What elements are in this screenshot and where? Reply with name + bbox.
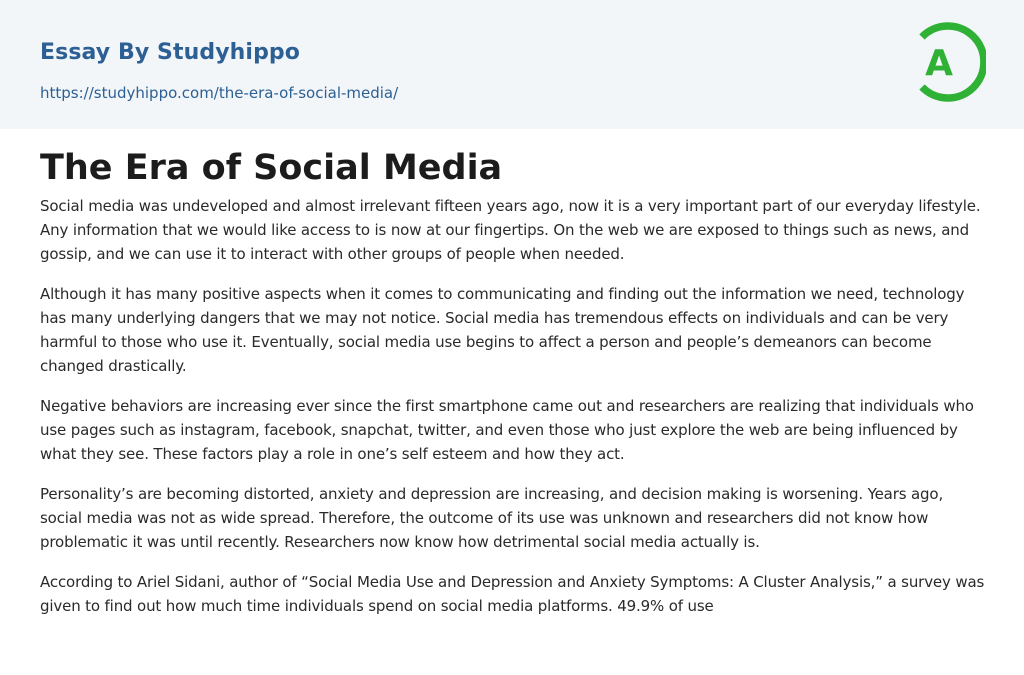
paragraph: Social media was undeveloped and almost irrelevant fifteen years ago, now it is a very important part of our everyday lifestyle. Any information that we would like access to is now at our fingertips. On the web we are exposed to things such as news, and gossip, and we can use it to interact with other groups of people when needed.	[40, 197, 981, 263]
site-header	[0, 0, 1024, 129]
paragraph: According to Ariel Sidani, author of “Social Media Use and Depression and Anxiety Symptoms: A Cluster Analysis,” a survey was given to find out how much time individuals spend on social media platforms. 49.9% of use	[40, 573, 985, 615]
page-title: The Era of Social Media	[40, 148, 503, 188]
source-url-link[interactable]: https://studyhippo.com/the-era-of-social-media/	[40, 84, 399, 102]
brand-title[interactable]: Essay By Studyhippo	[40, 40, 300, 65]
paragraph: Negative behaviors are increasing ever since the first smartphone came out and researchers are realizing that individuals who use pages such as instagram, facebook, snapchat, twitter, and even those who just explore the web are being influenced by what they see. These factors play a role in one’s self esteem and how they act.	[40, 397, 974, 463]
paragraph: Personality’s are becoming distorted, anxiety and depression are increasing, and decision making is worsening. Years ago, social media was not as wide spread. Therefore, the outcome of its use was unknown and researchers did not know how problematic it was until recently. Researchers now know how detrimental social media actually is.	[40, 485, 944, 551]
article-body	[40, 194, 986, 634]
paragraph: Although it has many positive aspects when it comes to communicating and finding out the information we need, technology has many underlying dangers that we may not notice. Social media has tremendous effects on individuals and can be very harmful to those who use it. Eventually, social media use begins to affect a person and people’s demeanors can become changed drastically.	[40, 285, 965, 375]
studyhippo-logo-icon[interactable]	[912, 19, 986, 105]
logo-letter: A	[925, 43, 953, 84]
